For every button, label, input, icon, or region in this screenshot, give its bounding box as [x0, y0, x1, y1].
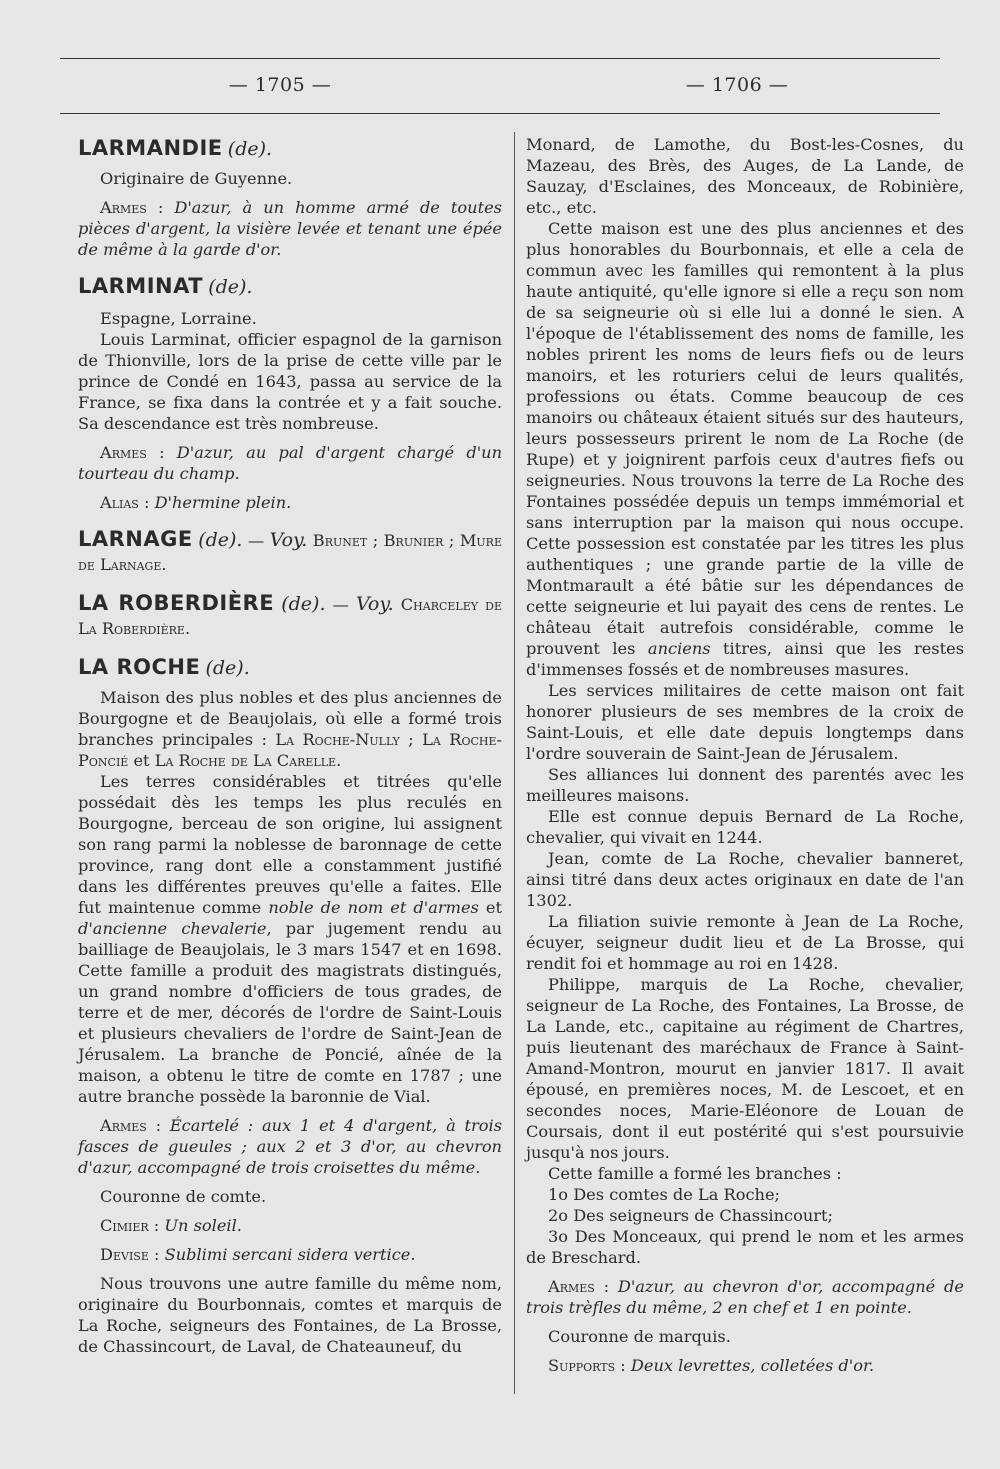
entry-paragraph [78, 687, 502, 771]
entry-paragraph: Philippe, marquis de La Roche, chevalier, seigneur de La Roche, des Fontaines, La Brosse, de La Lande, etc., capitaine au régiment de Chartres, puis lieutenant des maréchaux de France à Saint-Amand-Montron, mourut en janvier 1817. Il avait épousé, en premières noces, M. de Lescoet, et en secondes noces, Marie-Eléonore de Louan de Coursais, dont il eut postérité qui s'est poursuivie jusqu'à nos jours. [526, 975, 964, 1162]
cross-reference: Charceley de La Roberdière. [78, 595, 502, 638]
entry-heading-larnage [78, 527, 502, 577]
supports-text: Deux levrettes, colletées d'or. [630, 1356, 875, 1375]
entry-heading-la-roche [78, 655, 502, 681]
entry-couronne: Couronne de marquis. [548, 1327, 731, 1346]
entry-particle: (de). [227, 138, 273, 160]
entry-alias [78, 492, 502, 513]
entry-cimier [78, 1215, 502, 1236]
alias-label: Alias [100, 493, 139, 512]
supports-label: Supports [548, 1356, 616, 1375]
entry-particle: (de). [198, 529, 243, 551]
entry-paragraph: Les services militaires de cette maison ont fait honorer plusieurs de ses membres de la croix de Saint-Louis, et elle date depuis longtemps dans l'ordre souverain de Saint-Jean de Jérusalem. [526, 681, 964, 763]
branch-list-item: 2o Des seigneurs de Chassincourt; [548, 1206, 833, 1225]
label-separator: : [594, 1277, 618, 1296]
paragraph-text: et [128, 751, 155, 770]
paragraph-text: Cette maison est une des plus anciennes et des plus honorables du Bourbonnais, et elle a cela de commun avec les familles qui remontent à la plus haute antiquité, qu'elle ignore si elle a reçu son nom de sa seigneurie où si elle lui a donné le sien. A l'époque de l'établissement des noms de famille, les nobles prirent les noms de leurs fiefs ou de leurs manoirs, et les roturiers celui de leurs qualités, professions ou états. Comme beaucoup de ces manoirs ou châteaux étaient situés sur des hauteurs, leurs possesseurs prirent le nom de La Roche (de Rupe) et y joignirent parfois ceux d'autres fiefs ou seigneuries. Nous trouvons la terre de La Roche des Fontaines possédée depuis un temps immémorial et sans interruption par la maison qui nous occupe. Cette possession est constatée par les titres les plus authentiques ; une grande partie de la ville de Montmarault a été bâtie sur les dépendances de cette seigneurie et lui payait des cens de rentes. Le château était autrefois considérable, comme le prouvent les [526, 219, 964, 658]
entry-name: LARNAGE [78, 527, 193, 551]
entry-paragraph: Jean, comte de La Roche, chevalier banneret, ainsi titré dans deux actes originaux en date de l'an 1302. [526, 849, 964, 910]
entry-particle: (de). [208, 276, 253, 298]
column-divider [514, 132, 515, 1394]
entry-arms [78, 442, 502, 484]
paragraph-text: et [478, 898, 503, 917]
devise-text: Sublimi sercani sidera vertice. [164, 1245, 416, 1264]
label-separator: : [148, 1216, 165, 1235]
entry-paragraph: Ses alliances lui donnent des parentés avec les meilleures maisons. [526, 765, 964, 805]
branch-name: La Roche de La Carelle. [154, 751, 342, 770]
paragraph-text: Les terres considérables et titrées qu'elle possédait dès les temps les plus reculés en Bourgogne, berceau de son origine, lui assignent son rang parmi la noblesse de baronnage de cette province, rang dont elle a constamment justifié dans les différentes preuves qu'elle a faites. Elle fut maintenue comme [78, 772, 502, 917]
label-separator: : [146, 1116, 170, 1135]
paragraph-text: ; [399, 730, 423, 749]
branch-list-item: 1o Des comtes de La Roche; [548, 1185, 780, 1204]
right-column [526, 134, 964, 1376]
entry-paragraph: Louis Larminat, officier espagnol de la garnison de Thionville, lors de la prise de cette ville par le prince de Condé en 1643, passa au service de la France, se fixa dans la contrée et y a fait souche. Sa descendance est très nombreuse. [78, 330, 502, 433]
branch-name: La Roche-Poncié [78, 730, 503, 770]
paragraph-text: Maison des plus nobles et des plus anciennes de Bourgogne et de Beaujolais, où elle a formé trois branches principales : [78, 688, 502, 749]
arms-label: Armes [100, 198, 147, 217]
entry-name: LA ROCHE [78, 655, 201, 679]
branch-list-item: 3o Des Monceaux, qui prend le nom et les armes de Breschard. [526, 1227, 964, 1267]
arms-blazon: D'azur, à un homme armé de toutes pièces d'argent, la visière levée et tenant une épée de même à la garde d'or. [78, 198, 502, 259]
label-separator: : [138, 493, 155, 512]
entry-supports [526, 1355, 964, 1376]
cimier-text: Un soleil. [164, 1216, 242, 1235]
entry-devise [78, 1244, 502, 1265]
entry-paragraph: Nous trouvons une autre famille du même nom, originaire du Bourbonnais, comtes et marquis de La Roche, seigneurs des Fontaines, de La Brosse, de Chassincourt, de Laval, de Chateauneuf, du [78, 1274, 502, 1356]
entry-heading-larmandie [78, 136, 502, 162]
page-number-left: — 1705 — [228, 74, 332, 96]
paragraph-text: , par jugement rendu au bailliage de Beaujolais, le 3 mars 1547 et en 1698. Cette famille a produit des magistrats distingués, un grand nombre d'officiers de tous grades, de terre et de mer, décorés de l'ordre de Saint-Louis et plusieurs chevaliers de l'ordre de Saint-Jean de Jérusalem. La branche de Poncié, aînée de la maison, a obtenu le titre de comte en 1787 ; une autre branche possède la baronnie de Vial. [78, 919, 503, 1106]
entry-paragraph: Elle est connue depuis Bernard de La Roche, chevalier, qui vivait en 1244. [526, 807, 964, 847]
voy-label: Voy. [355, 593, 394, 615]
voy-label: Voy. [269, 529, 308, 551]
arms-label: Armes [548, 1277, 595, 1296]
emphasis: d'ancienne chevalerie [78, 919, 267, 938]
devise-label: Devise [100, 1245, 149, 1264]
entry-paragraph [78, 771, 502, 1107]
entry-name: LARMINAT [78, 274, 204, 298]
label-separator: : [148, 1245, 165, 1264]
entry-paragraph: Monard, de Lamothe, du Bost-les-Cosnes, du Mazeau, des Brès, des Auges, de La Lande, de Sauzay, d'Esclaines, des Monceaux, de Robinière, etc., etc. [526, 135, 964, 217]
header-top-rule [60, 58, 940, 59]
page-number-right: — 1706 — [685, 74, 789, 96]
left-column [78, 134, 502, 1357]
paragraph-text: titres, ainsi que les restes d'immenses fossés et de nombreuses masures. [526, 639, 964, 679]
entry-heading-larminat [78, 274, 502, 300]
label-separator: : [146, 198, 175, 217]
emphasis: anciens [647, 639, 711, 658]
cross-reference: Mure de Larnage. [78, 531, 502, 574]
label-separator: : [615, 1356, 631, 1375]
entry-origin: Originaire de Guyenne. [100, 169, 293, 188]
entry-arms [78, 197, 502, 260]
entry-particle: (de). [281, 593, 326, 615]
entry-paragraph [526, 218, 964, 680]
entry-heading-la-roberdiere [78, 591, 502, 641]
emphasis: noble de nom et d'armes [268, 898, 479, 917]
entry-arms [78, 1115, 502, 1178]
arms-label: Armes [100, 1116, 147, 1135]
cimier-label: Cimier [100, 1216, 149, 1235]
entry-arms [526, 1276, 964, 1318]
entry-particle: (de). [205, 657, 250, 679]
branch-name: La Roche-Nully [275, 730, 400, 749]
arms-blazon: D'azur, au chevron d'or, accompagné de trois trèfles du même, 2 en chef et 1 en pointe. [526, 1277, 964, 1317]
reference-separator: ; [443, 531, 460, 550]
label-separator: : [146, 443, 177, 462]
entry-couronne: Couronne de comte. [100, 1187, 267, 1206]
arms-label: Armes [100, 443, 147, 462]
entry-name: LARMANDIE [78, 136, 223, 160]
arms-blazon: Écartelé : aux 1 et 4 d'argent, à trois fasces de gueules ; aux 2 et 3 d'or, au chevron d'azur, accompagné de trois croisettes du même. [78, 1116, 502, 1177]
entry-paragraph: Cette famille a formé les branches : [548, 1164, 842, 1183]
heading-dash: — [242, 531, 270, 550]
alias-blazon: D'hermine plein. [154, 493, 292, 512]
entry-origin: Espagne, Lorraine. [100, 309, 257, 328]
entry-paragraph: La filiation suivie remonte à Jean de La Roche, écuyer, seigneur dudit lieu et de La Brosse, qui rendit foi et hommage au roi en 1428. [526, 912, 964, 973]
heading-dash: — [325, 595, 356, 614]
cross-reference: Brunet ; Brunier [312, 531, 444, 550]
header-bottom-rule [60, 113, 940, 114]
arms-blazon: D'azur, au pal d'argent chargé d'un tourteau du champ. [78, 443, 502, 483]
entry-name: LA ROBERDIÈRE [78, 591, 275, 615]
